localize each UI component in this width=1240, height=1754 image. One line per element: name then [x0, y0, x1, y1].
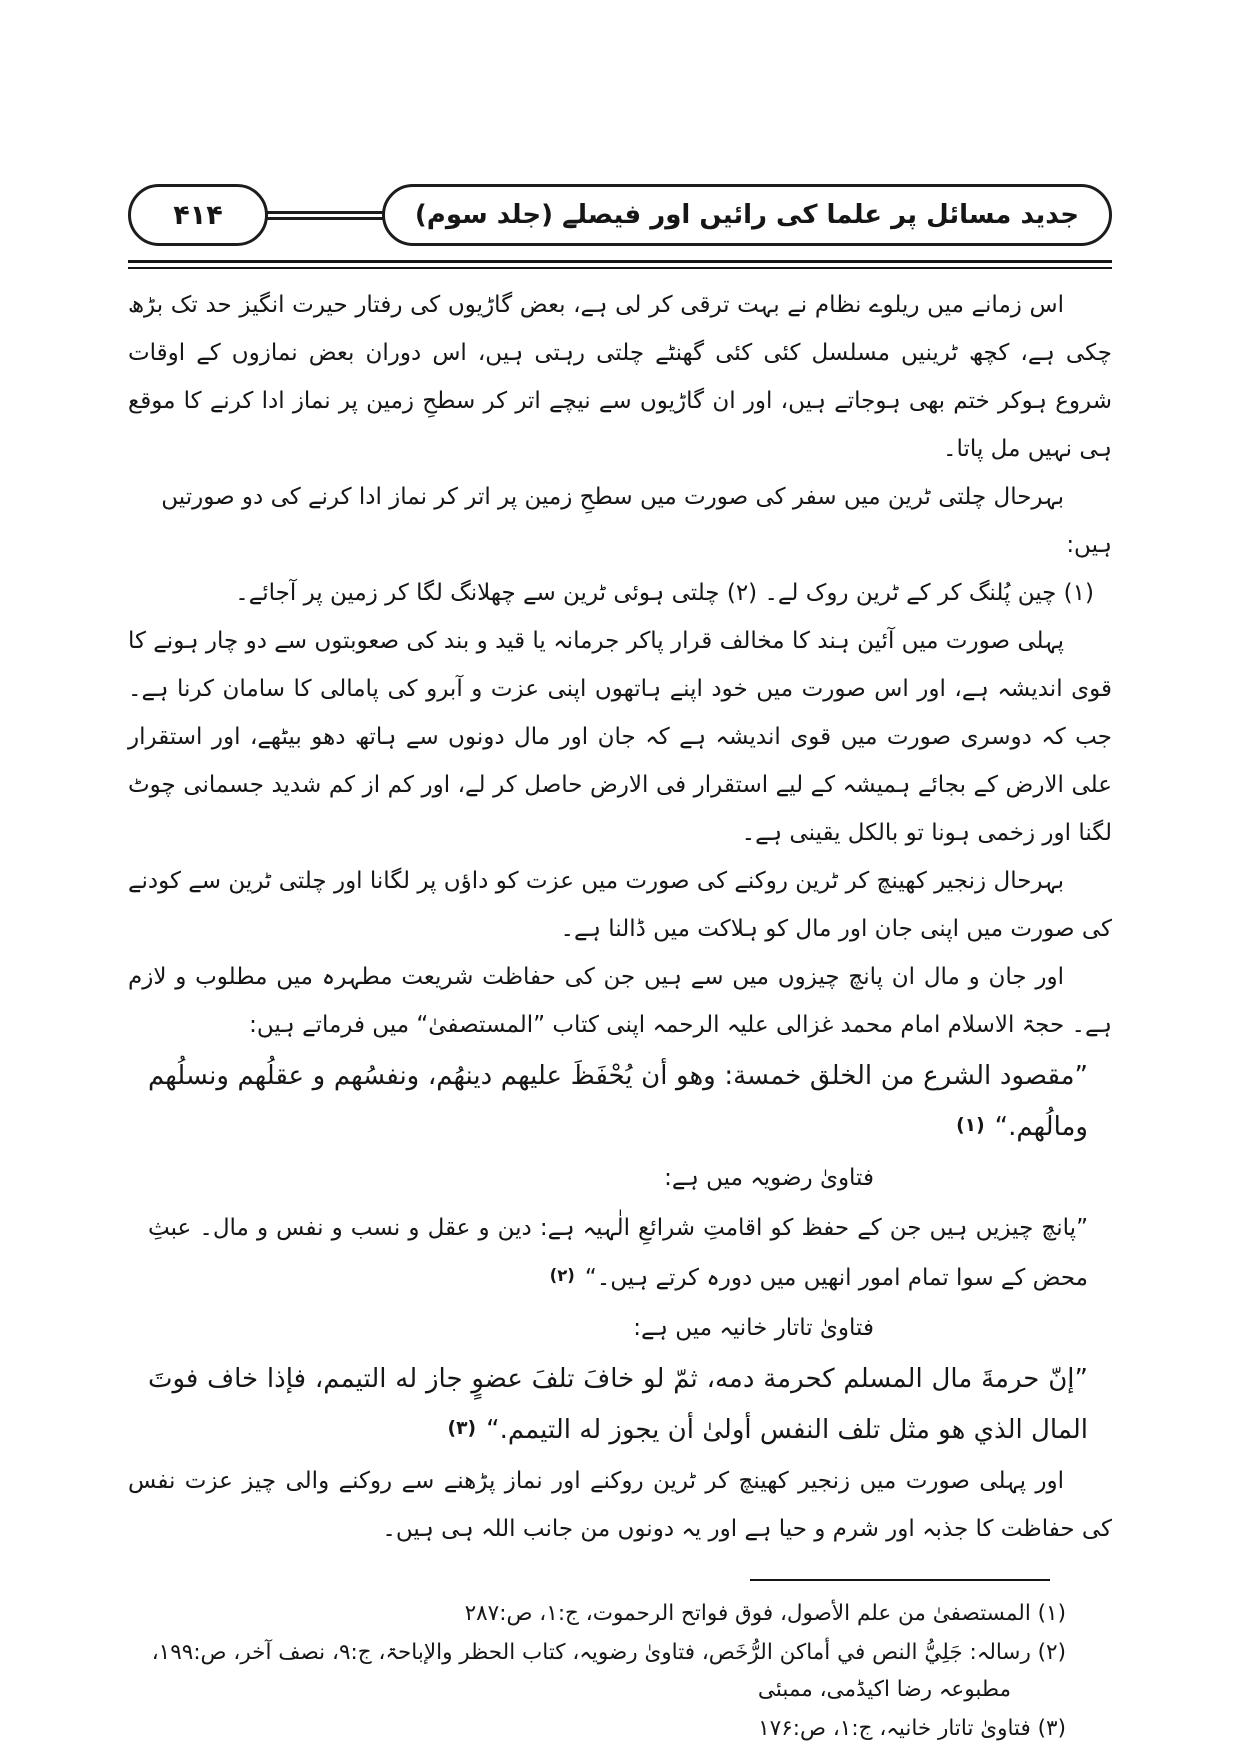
- footnotes-section: [128, 1595, 1112, 1747]
- footnote-marker-3: (۳): [447, 1418, 477, 1439]
- page-number: ۴۱۴: [173, 199, 223, 231]
- paragraph-two-options-intro: بہرحال چلتی ٹرین میں سفر کی صورت میں سطحِ زمین پر اتر کر نماز ادا کرنے کی دو صورتیں ہیں:: [161, 484, 1112, 558]
- paragraph-numbered-options: (۱) چین پُلنگ کر کے ٹرین روک لے۔ (۲) چلتی ہوئی ٹرین سے چھلانگ لگا کر زمین پر آجائے۔: [235, 580, 1094, 606]
- page-header: [128, 183, 1112, 247]
- arabic-quotation-tatarkhaniya: [128, 1354, 1112, 1455]
- header-divider-rule: [128, 260, 1112, 269]
- page-number-box: [128, 184, 268, 246]
- quotation-text: ”إنّ حرمةَ مال المسلم كحرمة دمه، ثمّ لو خافَ تلفَ عضوٍ جاز له التيمم، فإذا خاف فوتَ المال الذي هو مثل تلف النفس أولىٰ أن يجوز له التيمم.“: [148, 1364, 1088, 1445]
- footnote-2: (۲) رسالہ: جَلِيُّ النص في أماكن الرُّخَص، فتاویٰ رضویہ، کتاب الحظر والإباحۃ، ج:۹، نصف آخر، ص:۱۹۹، مطبوعہ رضا اکیڈمی، ممبئی: [151, 1640, 1066, 1702]
- intro-fatawa-razawiyya: فتاویٰ رضویہ میں ہے:: [664, 1165, 874, 1191]
- paragraph-first-option-risk: پہلی صورت میں آئین ہند کا مخالف قرار پاکر جرمانہ یا قید و بند کی صعوبتوں سے دو چار ہونے کا قوی اندیشہ ہے، اور اس صورت میں خود اپنے ہاتھوں اپنی عزت و آبرو کی پامالی کا سامان کرنا ہے۔ جب کہ دوسری صورت میں قوی اندیشہ ہے کہ جان اور مال دونوں سے ہاتھ دھو بیٹھے، اور استقرار علی الارض کے بجائے ہمیشہ کے لیے استقرار فی الارض حاصل کر لے، اور کم از کم شدید جسمانی چوٹ لگنا اور زخمی ہونا تو بالکل یقینی ہے۔: [128, 628, 1112, 846]
- page-body: [128, 281, 1112, 1553]
- footnote-3: (۳) فتاویٰ تاتار خانیہ، ج:۱، ص:۱۷۶: [758, 1716, 1066, 1741]
- footnote-marker-2: (۲): [549, 1266, 575, 1285]
- paragraph-chain-pull-summary: بہرحال زنجیر کھینچ کر ٹرین روکنے کی صورت میں عزت کو داؤں پر لگانا اور چلتی ٹرین سے کودنے کی صورت میں اپنی جان اور مال کو ہلاکت میں ڈالنا ہے۔: [128, 868, 1112, 942]
- book-title-box: [382, 184, 1112, 246]
- paragraph-five-protected-things: اور جان و مال ان پانچ چیزوں میں سے ہیں جن کی حفاظت شریعت مطہرہ میں مطلوب و لازم ہے۔ حجۃ الاسلام امام محمد غزالی علیہ الرحمہ اپنی کتاب ”المستصفیٰ“ میں فرماتے ہیں:: [128, 964, 1112, 1038]
- arabic-quotation-mustasfa: [128, 1051, 1112, 1152]
- intro-fatawa-tatarkhaniya: فتاویٰ تاتار خانیہ میں ہے:: [633, 1315, 874, 1341]
- paragraph-railway-intro: اس زمانے میں ریلوے نظام نے بہت ترقی کر لی ہے، بعض گاڑیوں کی رفتار حیرت انگیز حد تک بڑھ چکی ہے، کچھ ٹرینیں مسلسل کئی کئی گھنٹے چلتی رہتی ہیں، اس دوران بعض نمازوں کے اوقات شروع ہوکر ختم بھی ہوجاتے ہیں، اور ان گاڑیوں سے نیچے اتر کر سطحِ زمین پر نماز ادا کرنے کا موقع ہی نہیں مل پاتا۔: [128, 292, 1112, 462]
- paragraph-conclusion: اور پہلی صورت میں زنجیر کھینچ کر ٹرین روکنے اور نماز پڑھنے سے روکنے والی چیز عزت نفس کی حفاظت کا جذبہ اور شرم و حیا ہے اور یہ دونوں من جانب اللہ ہی ہیں۔: [128, 1468, 1112, 1542]
- footnote-1: (۱) المستصفیٰ من علم الأصول، فوق فواتح الرحموت، ج:۱، ص:۲۸۷: [464, 1601, 1066, 1626]
- footnote-marker-1: (۱): [956, 1115, 985, 1136]
- quotation-text: ”پانچ چیزیں ہیں جن کے حفظ کو اقامتِ شرائعِ الٰہیہ ہے: دین و عقل و نسب و نفس و مال۔ عبثِ محض کے سوا تمام امور انھیں میں دورہ کرتے ہیں۔“: [148, 1215, 1088, 1291]
- header-connector-rule: [260, 211, 390, 220]
- quotation-text: ”مقصود الشرع من الخلق خمسة: وهو أن يُحْفَظَ عليهم دينهُم، ونفسُهم و عقلُهم ونسلُهم ومالُهم.“: [148, 1061, 1088, 1142]
- urdu-quotation-razawiyya: [128, 1204, 1112, 1302]
- book-title: جدید مسائل پر علما کی رائیں اور فیصلے (جلد سوم): [414, 200, 1079, 230]
- footnote-divider-rule: [750, 1579, 1050, 1581]
